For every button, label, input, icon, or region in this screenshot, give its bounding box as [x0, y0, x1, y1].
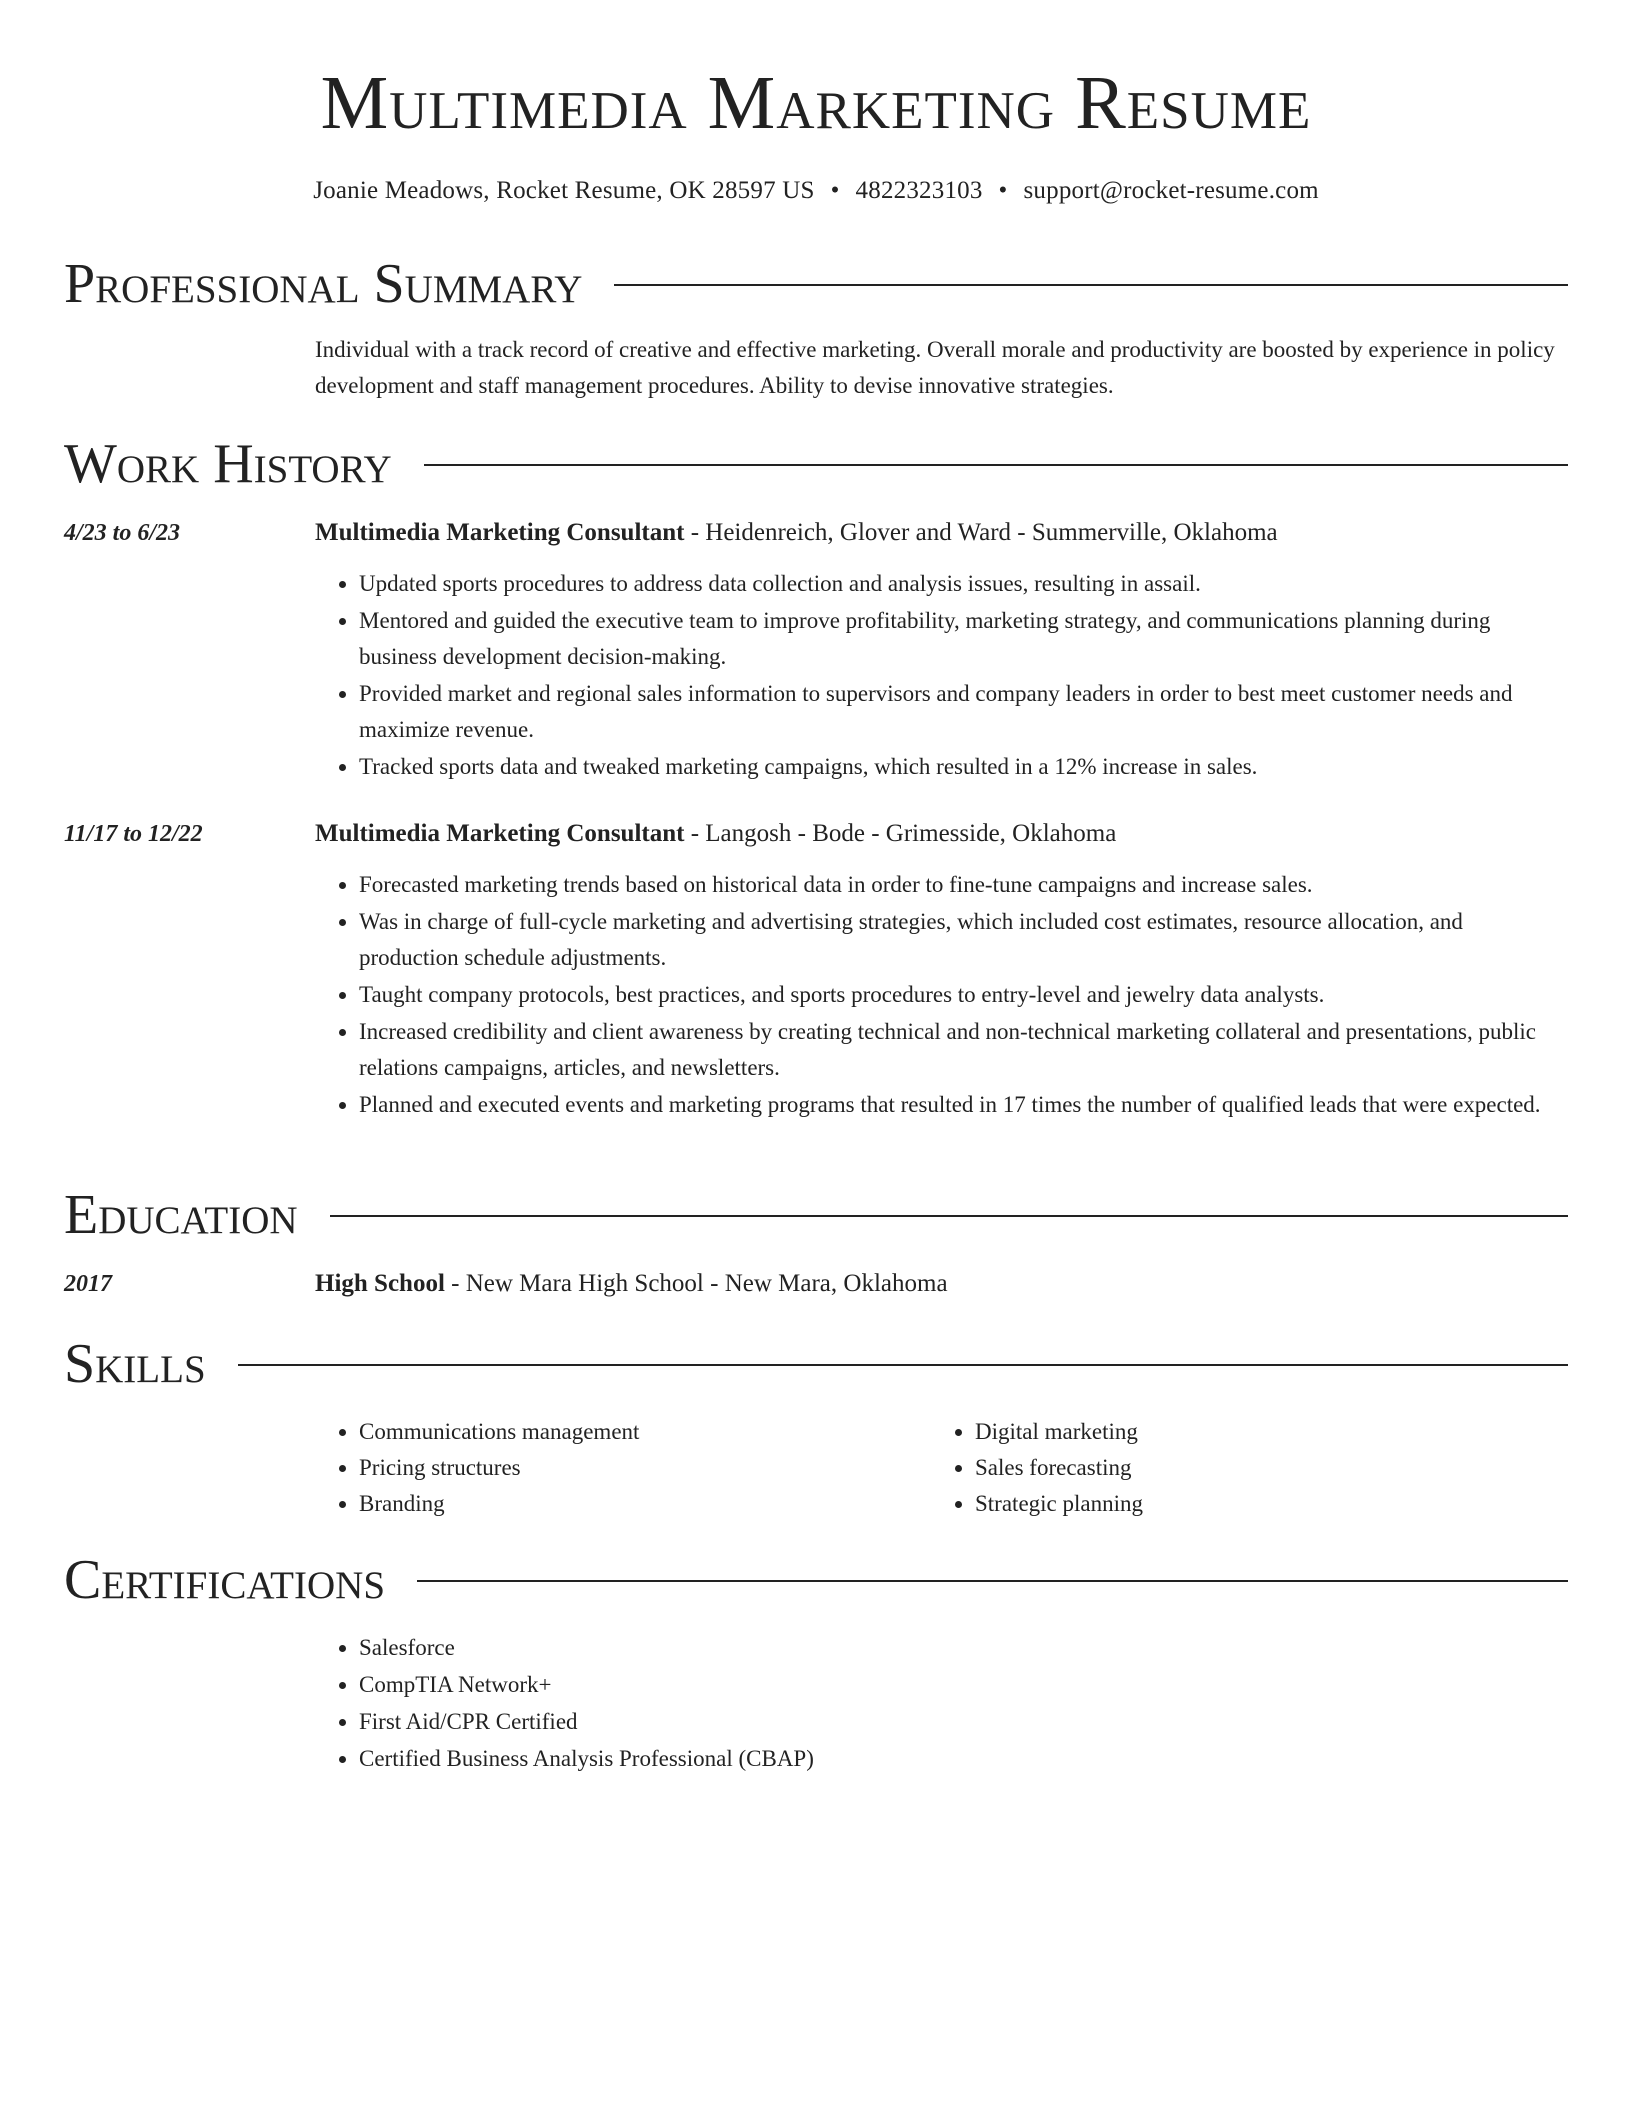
- list-item: • Planned and executed events and marketing programs that resulted in 17 times the number of qualified leads that were expected.: [359, 1087, 1568, 1123]
- resume-title: Multimedia Marketing Resume: [320, 61, 1312, 145]
- contact-separator: •: [830, 177, 840, 204]
- list-item: • Increased credibility and client awareness by creating technical and non-technical marketing collateral and presentations, public relations campaigns, articles, and newsletters.: [359, 1014, 1568, 1086]
- skills-column-left: [315, 1414, 931, 1522]
- section-heading: Work History: [64, 433, 392, 495]
- section-divider: [238, 1364, 1568, 1366]
- skills-grid: [315, 1414, 1568, 1522]
- section-header-education: [64, 1180, 1568, 1250]
- list-item: • CompTIA Network+: [359, 1667, 1568, 1703]
- list-item: • Updated sports procedures to address data collection and analysis issues, resulting in assail.: [359, 566, 1568, 602]
- section-divider: [417, 1580, 1568, 1582]
- section-heading: Certifications: [64, 1549, 386, 1611]
- list-item: • Was in charge of full-cycle marketing and advertising strategies, which included cost estimates, resource allocation, and production schedule adjustments.: [359, 904, 1568, 976]
- list-item: • Mentored and guided the executive team to improve profitability, marketing strategy, and communications planning during business development decision-making.: [359, 603, 1568, 675]
- section-divider: [424, 464, 1568, 466]
- section-heading: Education: [64, 1184, 298, 1246]
- list-item: • Provided market and regional sales information to supervisors and company leaders in order to best meet customer needs and maximize revenue.: [359, 676, 1568, 748]
- education-year: 2017: [64, 1271, 112, 1297]
- contact-line: [64, 174, 1568, 208]
- list-item: • Tracked sports data and tweaked marketing campaigns, which resulted in a 12% increase in sales.: [359, 749, 1568, 785]
- list-item: • Certified Business Analysis Professional (CBAP): [359, 1741, 1568, 1777]
- list-item: • Sales forecasting: [975, 1450, 1547, 1486]
- job-heading: [315, 816, 1568, 852]
- list-item: • Communications management: [359, 1414, 931, 1450]
- job-details: - Heidenreich, Glover and Ward - Summerville, Oklahoma: [684, 519, 1278, 546]
- list-item: • Salesforce: [359, 1630, 1568, 1666]
- section-header-summary: [64, 249, 1568, 319]
- section-header-work-history: [64, 429, 1568, 499]
- job-dates: 11/17 to 12/22: [64, 821, 203, 847]
- job-title: Multimedia Marketing Consultant: [315, 820, 685, 847]
- section-header-skills: [64, 1329, 1568, 1399]
- list-item: • First Aid/CPR Certified: [359, 1704, 1568, 1740]
- list-item: • Pricing structures: [359, 1450, 931, 1486]
- job-bullets: [315, 566, 1568, 785]
- contact-email: support@rocket-resume.com: [1023, 177, 1319, 204]
- section-heading: Professional Summary: [64, 253, 583, 315]
- summary-text: Individual with a track record of creative and effective marketing. Overall morale and productivity are boosted by experience in policy development and staff management procedures. Ability to devise innovative strategies.: [315, 337, 1555, 398]
- contact-separator: •: [998, 177, 1008, 204]
- list-item: • Digital marketing: [975, 1414, 1547, 1450]
- contact-phone: 4822323103: [855, 177, 983, 204]
- list-item: • Branding: [359, 1486, 931, 1522]
- certifications-list: [315, 1630, 1568, 1777]
- job-details: - Langosh - Bode - Grimesside, Oklahoma: [684, 820, 1117, 847]
- job-heading: [315, 515, 1568, 551]
- job-dates: 4/23 to 6/23: [64, 520, 181, 546]
- section-divider: [330, 1215, 1568, 1217]
- education-details: - New Mara High School - New Mara, Oklahoma: [444, 1270, 948, 1297]
- list-item: • Taught company protocols, best practices, and sports procedures to entry-level and jewelry data analysts.: [359, 977, 1568, 1013]
- section-divider: [614, 284, 1568, 286]
- section-heading: Skills: [64, 1333, 206, 1395]
- skills-column-right: [931, 1414, 1547, 1522]
- education-heading: [315, 1266, 1568, 1302]
- education-degree: High School: [315, 1270, 445, 1297]
- job-title: Multimedia Marketing Consultant: [315, 519, 685, 546]
- list-item: • Strategic planning: [975, 1486, 1547, 1522]
- section-header-certifications: [64, 1545, 1568, 1615]
- contact-address: Joanie Meadows, Rocket Resume, OK 28597 US: [313, 177, 815, 204]
- job-bullets: [315, 867, 1568, 1123]
- list-item: • Forecasted marketing trends based on historical data in order to fine-tune campaigns and increase sales.: [359, 867, 1568, 903]
